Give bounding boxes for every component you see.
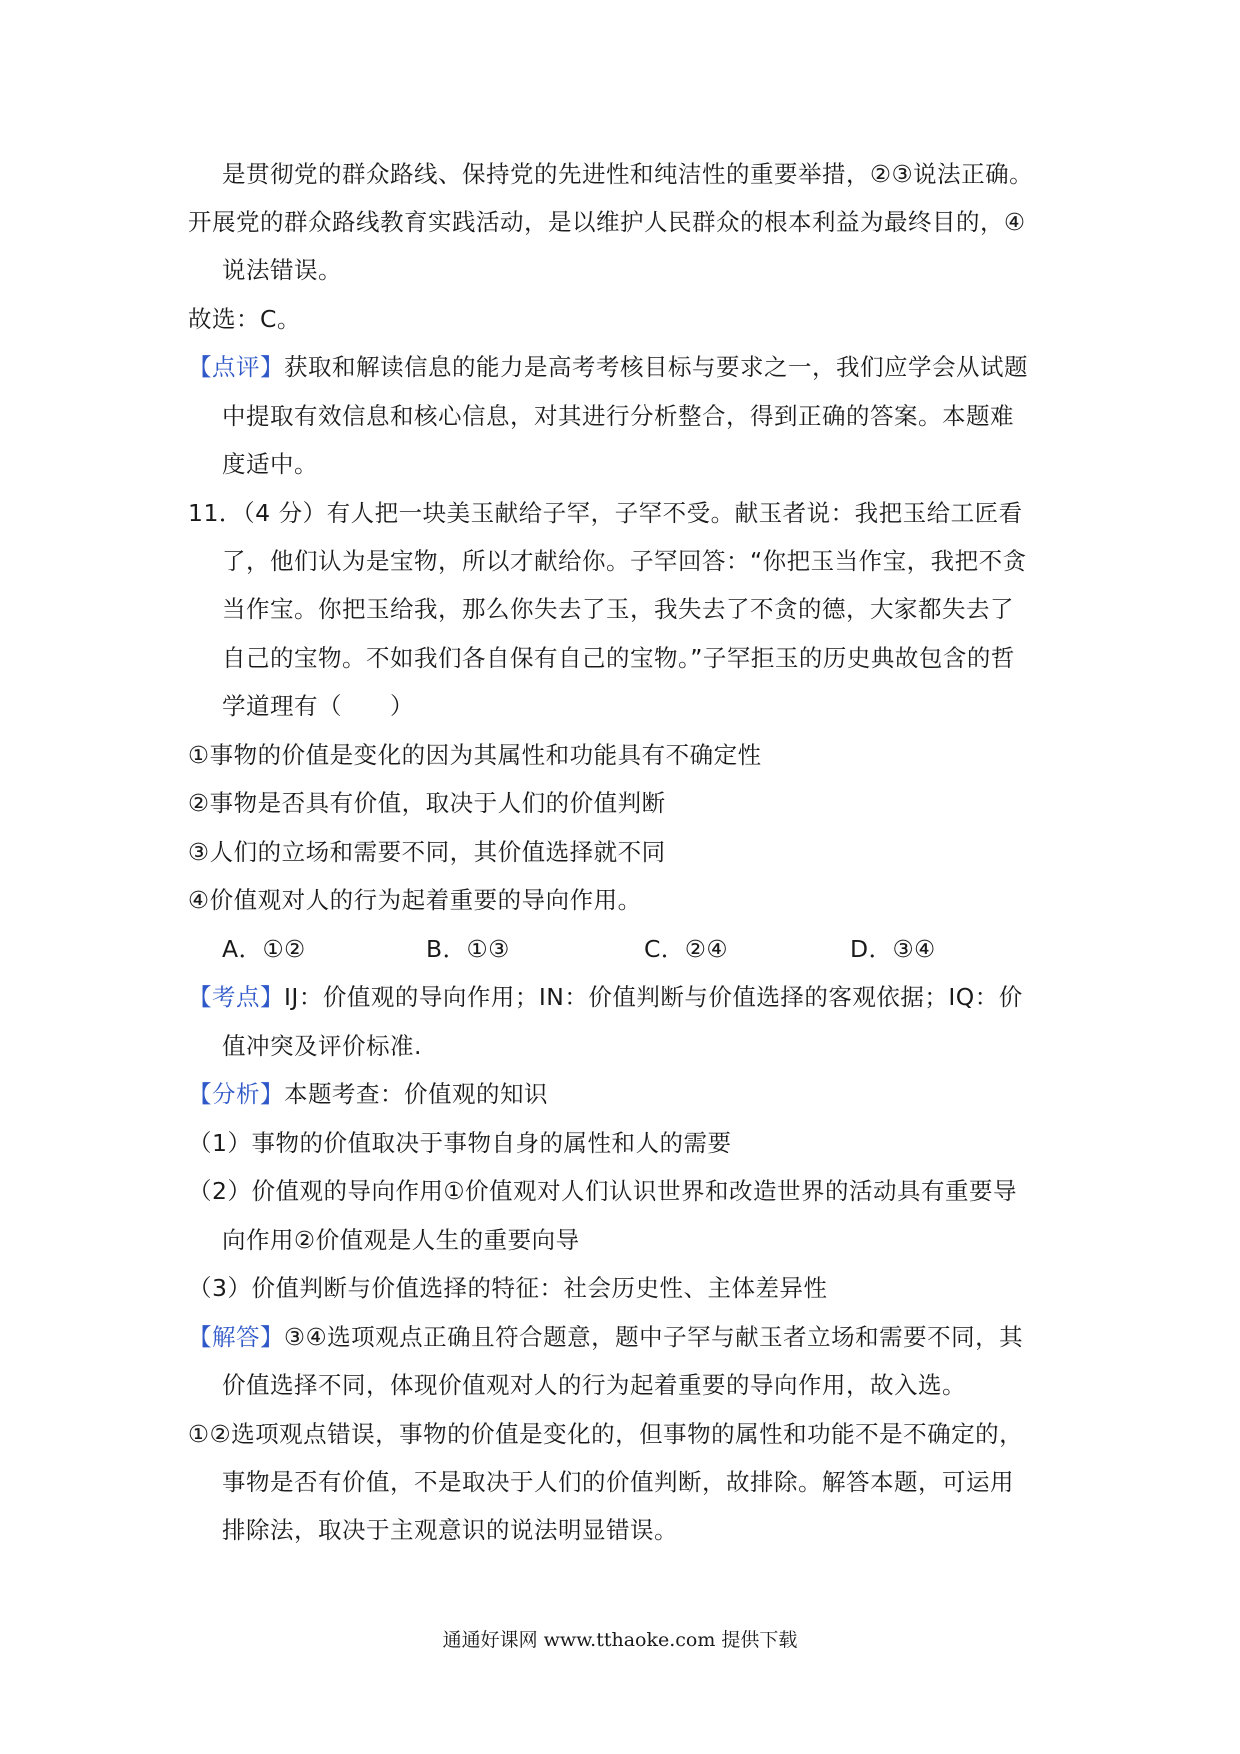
statement-4: ④价值观对人的行为起着重要的导向作用。	[188, 886, 642, 914]
answer-options	[0, 933, 1240, 965]
statement-1: ①事物的价值是变化的因为其属性和功能具有不确定性	[188, 741, 762, 769]
comment-text-1: 获取和解读信息的能力是高考考核目标与要求之一，我们应学会从试题	[284, 353, 1028, 381]
fenxi-point-2b: 向作用②价值观是人生的重要向导	[222, 1226, 580, 1254]
jieda-line-1	[188, 1321, 1023, 1353]
question-line-2: 了，他们认为是宝物，所以才献给你。子罕回答：“你把玉当作宝，我把不贪	[222, 547, 1027, 575]
fenxi-point-2a: （2）价值观的导向作用①价值观对人们认识世界和改造世界的活动具有重要导	[188, 1177, 1018, 1205]
fenxi-line-1	[188, 1078, 548, 1110]
fenxi-text-1: 本题考查：价值观的知识	[284, 1080, 548, 1108]
prev-answer-line-2: 开展党的群众路线教育实践活动，是以维护人民群众的根本利益为最终目的，④	[188, 208, 1026, 236]
fenxi-point-3: （3）价值判断与价值选择的特征：社会历史性、主体差异性	[188, 1274, 828, 1302]
fenxi-point-1: （1）事物的价值取决于事物自身的属性和人的需要	[188, 1129, 732, 1157]
question-line-3: 当作宝。你把玉给我，那么你失去了玉，我失去了不贪的德，大家都失去了	[222, 595, 1014, 623]
comment-tag: 【点评】	[188, 353, 284, 381]
option-d: D．③④	[850, 935, 936, 963]
question-line-5: 学道理有（ ）	[222, 692, 414, 720]
fenxi-tag: 【分析】	[188, 1080, 284, 1108]
jieda-line-4: 事物是否有价值，不是取决于人们的价值判断，故排除。解答本题，可运用	[222, 1468, 1014, 1496]
jieda-line-5: 排除法，取决于主观意识的说法明显错误。	[222, 1516, 678, 1544]
jieda-line-3: ①②选项观点错误，事物的价值是变化的，但事物的属性和功能不是不确定的，	[188, 1420, 1024, 1448]
comment-line-2: 中提取有效信息和核心信息，对其进行分析整合，得到正确的答案。本题难	[222, 402, 1014, 430]
option-b: B．①③	[426, 935, 510, 963]
statement-2: ②事物是否具有价值，取决于人们的价值判断	[188, 789, 666, 817]
prev-answer-line-3: 说法错误。	[222, 256, 342, 284]
comment-line-3: 度适中。	[222, 450, 318, 478]
prev-answer-choice: 故选：C。	[188, 305, 301, 333]
statement-3: ③人们的立场和需要不同，其价值选择就不同	[188, 838, 666, 866]
jieda-text-1: ③④选项观点正确且符合题意，题中子罕与献玉者立场和需要不同，其	[284, 1323, 1024, 1351]
kaodian-tag: 【考点】	[188, 983, 284, 1011]
kaodian-line-1	[188, 981, 1023, 1013]
option-a: A．①②	[222, 935, 306, 963]
page-footer: 通通好课网 www.tthaoke.com 提供下载	[442, 1629, 798, 1651]
kaodian-line-2: 值冲突及评价标准.	[222, 1032, 422, 1060]
comment-line-1	[188, 351, 1028, 383]
question-line-1: 11．（4 分）有人把一块美玉献给子罕，子罕不受。献玉者说：我把玉给工匠看	[188, 499, 1023, 527]
question-line-4: 自己的宝物。不如我们各自保有自己的宝物。”子罕拒玉的历史典故包含的哲	[222, 644, 1015, 672]
jieda-tag: 【解答】	[188, 1323, 284, 1351]
prev-answer-line-1: 是贯彻党的群众路线、保持党的先进性和纯洁性的重要举措，②③说法正确。	[222, 160, 1034, 188]
option-c: C．②④	[644, 935, 729, 963]
kaodian-text-1: IJ：价值观的导向作用；IN：价值判断与价值选择的客观依据；IQ：价	[284, 983, 1023, 1011]
jieda-line-2: 价值选择不同，体现价值观对人的行为起着重要的导向作用，故入选。	[222, 1371, 966, 1399]
